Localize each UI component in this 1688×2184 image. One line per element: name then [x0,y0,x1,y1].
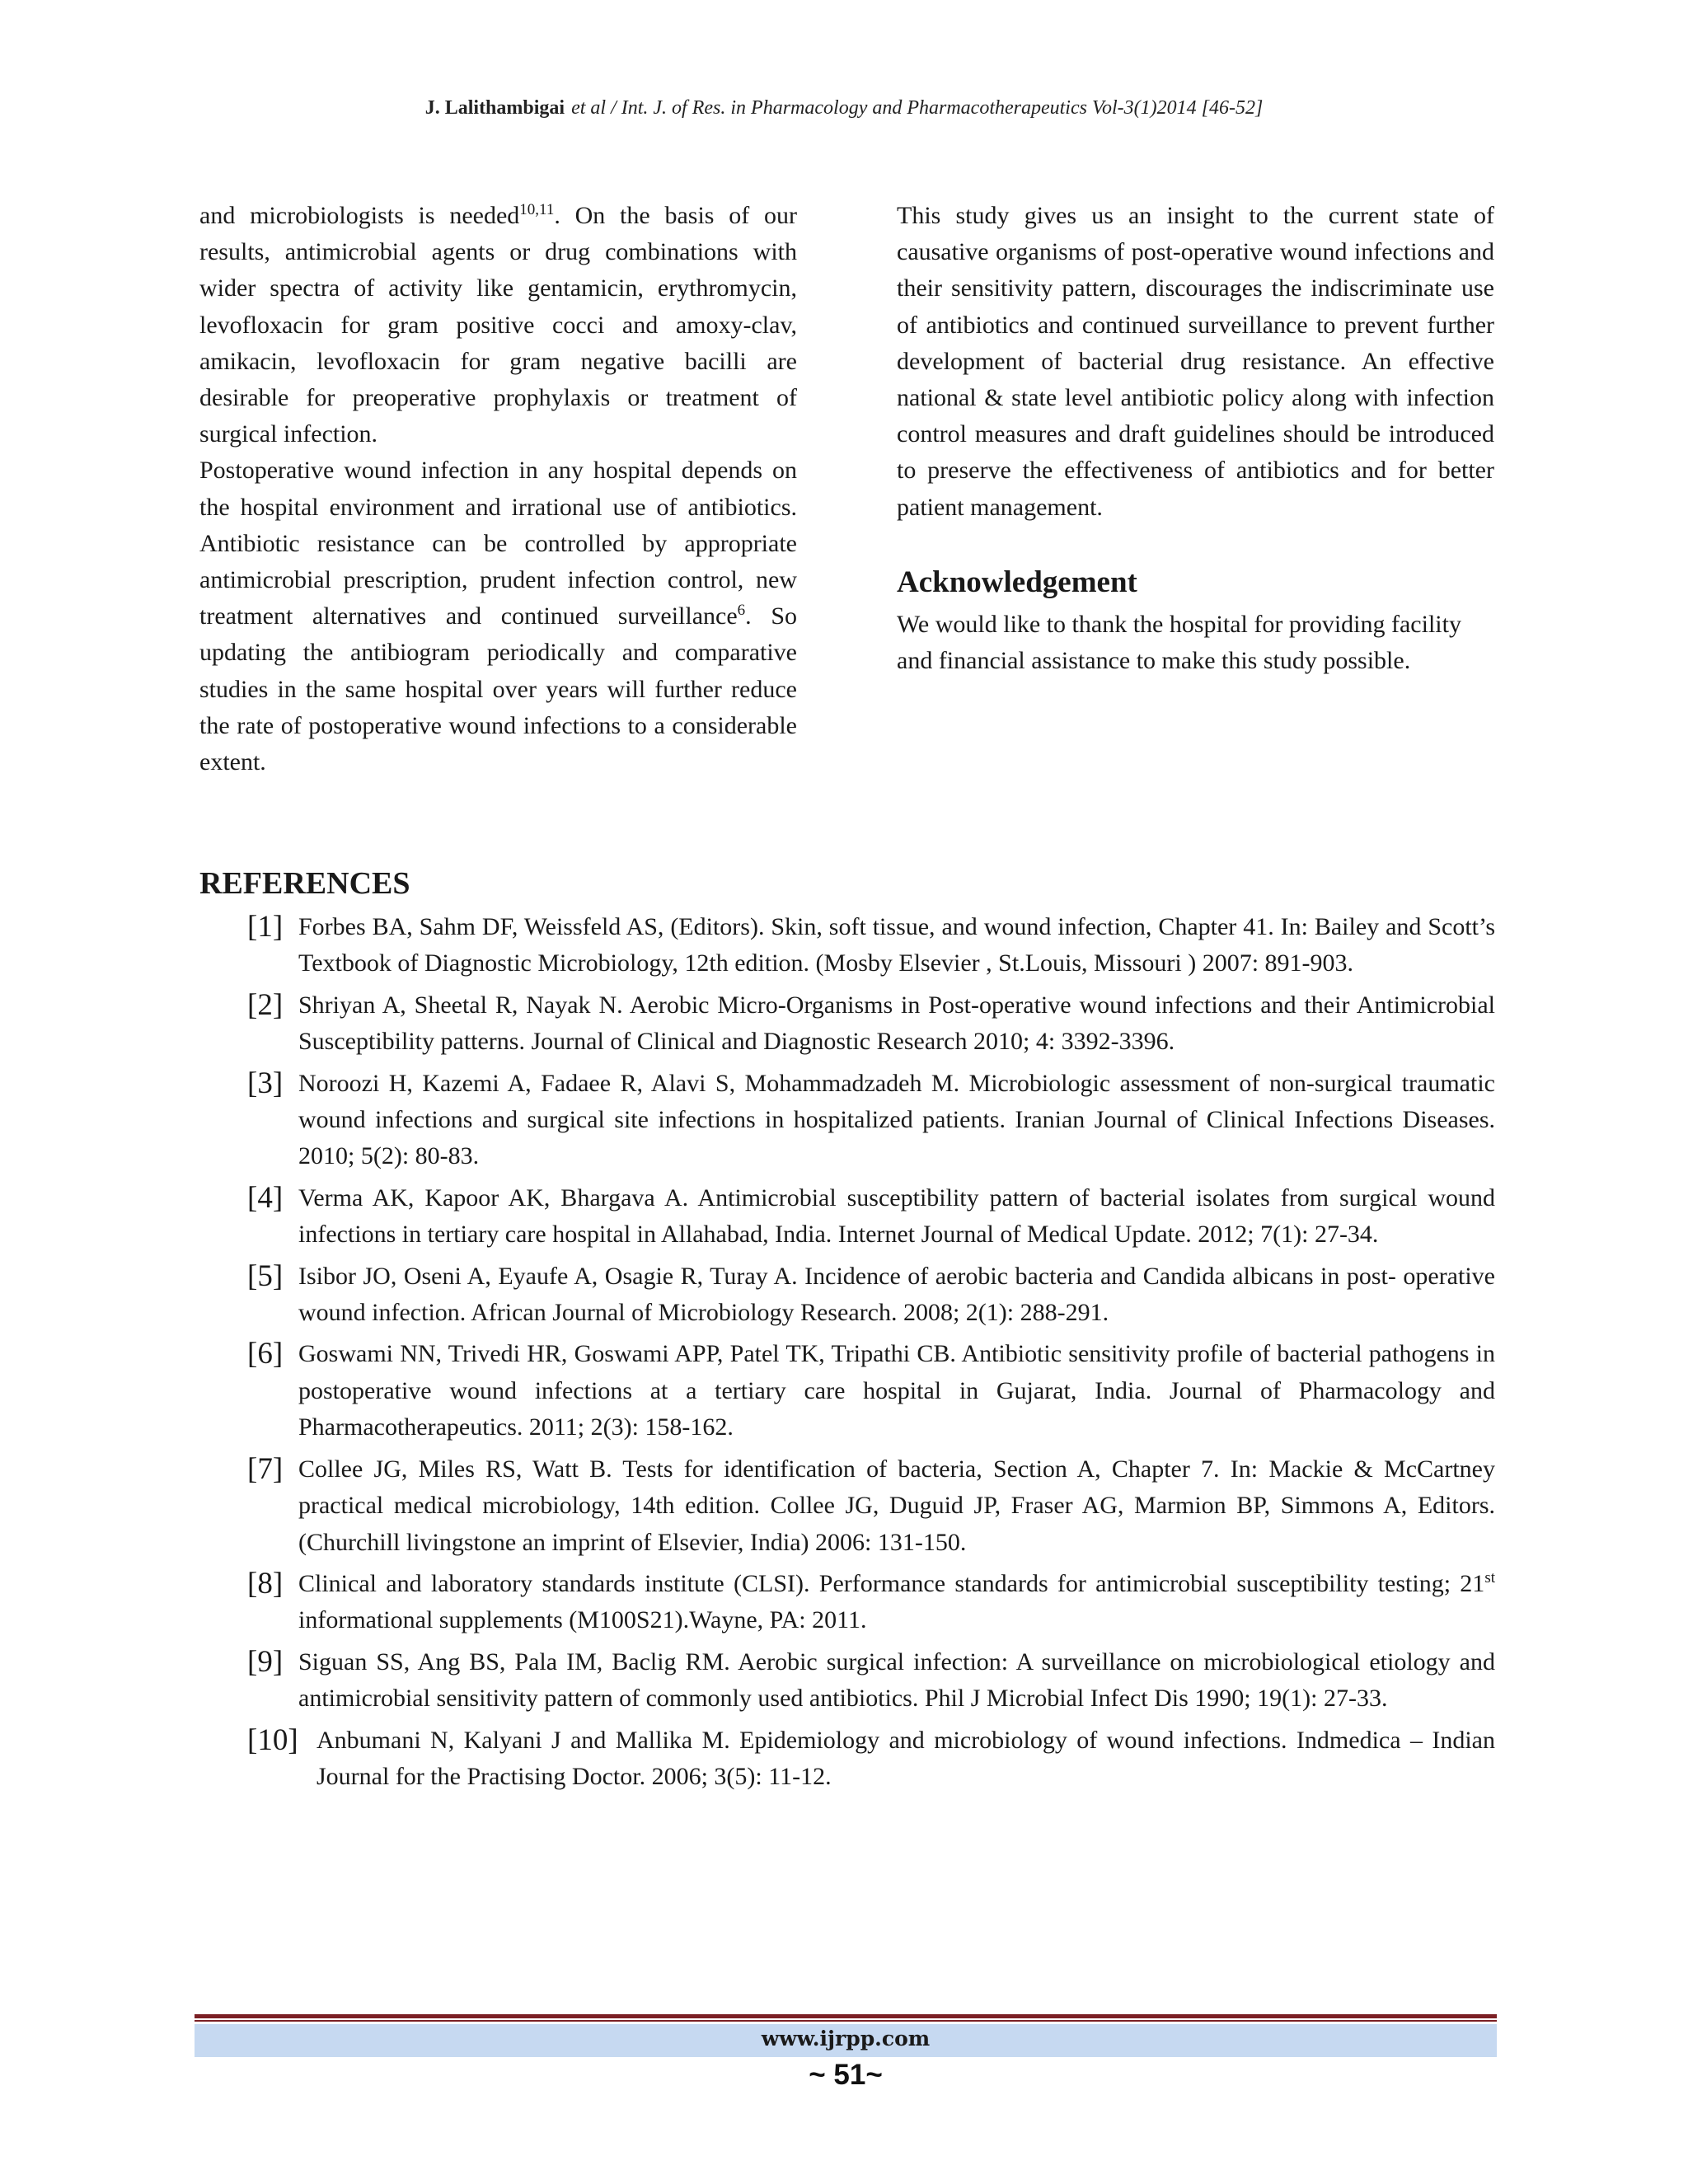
reference-text: Noroozi H, Kazemi A, Fadaee R, Alavi S, Mohammadzadeh M. Microbiologic assessment of non-surgical traumatic wound infections and surgical site infections in hospitalized patients. Iranian Journal of Clinical Infections Diseases. 2010; 5(2): 80-83. [298,1069,1495,1170]
references-heading: REFERENCES [199,866,410,901]
reference-item [247,1566,1495,1639]
reference-number: [9] [247,1644,284,1679]
reference-number: [10] [247,1722,298,1757]
left-paragraph-2 [199,452,797,780]
reference-text: Goswami NN, Trivedi HR, Goswami APP, Patel TK, Tripathi CB. Antibiotic sensitivity profile of bacterial pathogens in postoperative wound infections at a tertiary care hospital in Gujarat, India. Journal of Pharmacology and Pharmacotherapeutics. 2011; 2(3): 158-162. [298,1340,1495,1441]
page-number: ~ 51~ [809,2059,883,2091]
reference-number: [3] [247,1066,284,1100]
header-citation: et al / Int. J. of Res. in Pharmacology and Pharmacotherapeutics Vol-3(1)2014 [46-52] [571,97,1264,119]
reference-number: [7] [247,1451,284,1486]
reference-item [247,909,1495,982]
reference-text-b: informational supplements (M100S21).Wayne, PA: 2011. [298,1606,867,1634]
reference-text: Anbumani N, Kalyani J and Mallika M. Epidemiology and microbiology of wound infections. Indmedica – Indian Journal for the Practising Doctor. 2006; 3(5): 11-12. [316,1726,1495,1790]
reference-superscript: st [1484,1568,1495,1586]
reference-text [298,1566,1495,1639]
reference-item [247,1722,1495,1796]
footer-rule-thick [195,2014,1497,2018]
reference-number: [8] [247,1566,284,1601]
running-head [0,97,1688,120]
reference-text: Shriyan A, Sheetal R, Nayak N. Aerobic Micro-Organisms in Post-operative wound infections and their Antimicrobial Susceptibility patterns. Journal of Clinical and Diagnostic Research 2010; 4: 3392-3396. [298,991,1495,1056]
footer-rule-thin [195,2020,1497,2022]
left-p2-text-b: . So updating the antibiogram periodically and comparative studies in the same hospital over years will further reduce the rate of postoperative wound infections to a considerable extent. [199,602,798,776]
reference-text: Collee JG, Miles RS, Watt B. Tests for identification of bacteria, Section A, Chapter 7. In: Mackie & McCartney practical medical microbiology, 14th edition. Collee JG, Duguid JP, Fraser AG, Marmion BP, Simmons A, Editors. (Churchill livingstone an imprint of Elsevier, India) 2006: 131-150. [298,1455,1495,1556]
left-p1-citation: 10,11 [519,201,555,218]
reference-item [247,1066,1495,1175]
reference-item [247,1644,1495,1718]
acknowledgement-heading: Acknowledgement [897,565,1137,599]
reference-item [247,987,1495,1061]
reference-text: Verma AK, Kapoor AK, Bhargava A. Antimicrobial susceptibility pattern of bacterial isolates from surgical wound infections in tertiary care hospital in Allahabad, India. Internet Journal of Medical Update. 2012; 7(1): 27-34. [298,1183,1495,1249]
reference-item [247,1180,1495,1254]
reference-text-a: Clinical and laboratory standards institute (CLSI). Performance standards for antimicrobial susceptibility testing; 21 [298,1569,1485,1597]
reference-text: Isibor JO, Oseni A, Eyaufe A, Osagie R, Turay A. Incidence of aerobic bacteria and Candida albicans in post- operative wound infection. African Journal of Microbiology Research. 2008; 2(1): 288-291. [298,1262,1495,1327]
reference-number: [4] [247,1180,284,1215]
reference-number: [6] [247,1337,284,1371]
right-paragraph-1: This study gives us an insight to the current state of causative organisms of post-operative wound infections and their sensitivity pattern, discourages the indiscriminate use of antibiotics and continued surveillance to prevent further development of bacterial drug resistance. An effective national & state level antibiotic policy along with infection control measures and draft guidelines should be introduced to preserve the effectiveness of antibiotics and for better patient management. [897,202,1494,521]
reference-item [247,1258,1495,1332]
reference-number: [5] [247,1258,284,1293]
acknowledgement-text: We would like to thank the hospital for providing facility and financial assistance to make this study possible. [897,610,1461,675]
reference-text: Forbes BA, Sahm DF, Weissfeld AS, (Editors). Skin, soft tissue, and wound infection, Chapter 41. In: Bailey and Scott’s Textbook of Diagnostic Microbiology, 12th edition. (Mosby Elsevier , St.Louis, Missouri ) 2007: 891-903. [298,913,1495,977]
reference-text: Siguan SS, Ang BS, Pala IM, Baclig RM. Aerobic surgical infection: A surveillance on microbiological etiology and antimicrobial sensitivity pattern of commonly used antibiotics. Phil J Microbial Infect Dis 1990; 19(1): 27-33. [298,1647,1495,1713]
references-list [247,909,1495,1800]
reference-number: [2] [247,987,284,1022]
left-column [199,198,797,780]
footer-url[interactable]: www.ijrpp.com [761,2027,931,2050]
reference-number: [1] [247,910,284,944]
left-p2-text-a: Postoperative wound infection in any hospital depends on the hospital environment and irrational use of antibiotics. Antibiotic resistance can be controlled by appropriate antimicrobial prescription, prudent infection control, new treatment alternatives and continued surveillance [199,457,797,630]
header-author: J. Lalithambigai [424,97,565,119]
left-paragraph-1 [199,198,797,452]
right-column [897,198,1494,679]
reference-item [247,1451,1495,1561]
left-p2-citation: 6 [737,602,746,620]
left-p1-text-b: . On the basis of our results, antimicrobial agents or drug combinations with wider spectra of activity like gentamicin, erythromycin, levofloxacin for gram positive cocci and amoxy-clav, amikacin, levofloxacin for gram negative bacilli are desirable for preoperative prophylaxis or treatment of surgical infection. [199,202,798,448]
reference-item [247,1336,1495,1446]
left-p1-text-a: and microbiologists is needed [199,202,520,229]
